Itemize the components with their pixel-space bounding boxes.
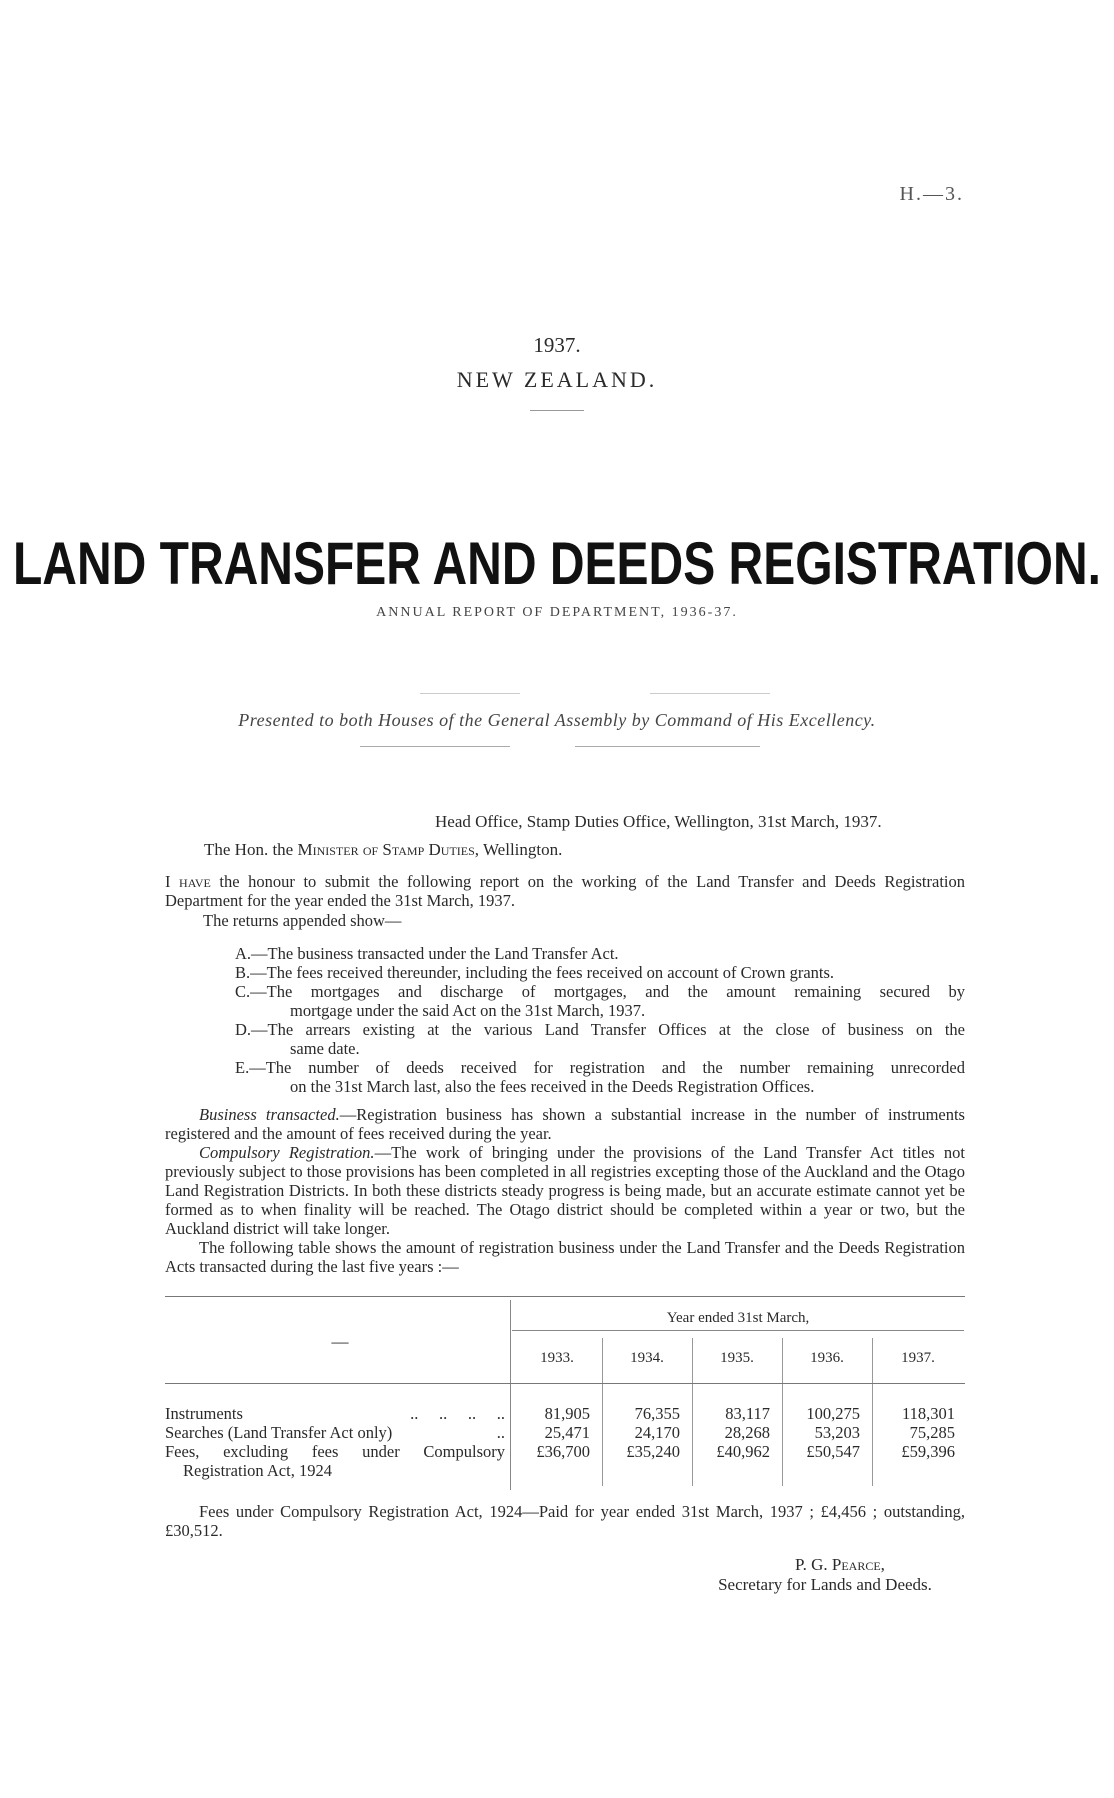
year-header: 1935.: [720, 1350, 754, 1366]
divider: [420, 693, 520, 694]
cell-value: 81,905: [544, 1404, 590, 1423]
compulsory-text: —The work of bringing under the provisions of the Land Transfer Act titles not previously subject to those provisions has been completed in all registries excepting those of the Auckland and the Otago Land Registration Districts. In both these districts steady progress is being made, but an accurate estimate cannot yet be formed as to when finality will be reached. The Otago district should be completed within a year or two, but the Auckland district will take longer.: [165, 1143, 965, 1238]
addressee-suffix: , Wellington.: [474, 840, 563, 859]
signatory-title: Secretary for Lands and Deeds.: [718, 1575, 932, 1594]
table-stub-dash: —: [331, 1332, 349, 1351]
compulsory-heading: Compulsory Registration.: [199, 1143, 375, 1162]
cell-value: £50,547: [806, 1442, 860, 1461]
year-header: 1934.: [630, 1350, 664, 1366]
document-serial: H.—3.: [899, 183, 964, 205]
list-item: [235, 1001, 965, 1020]
report-subtitle: ANNUAL REPORT OF DEPARTMENT, 1936-37.: [376, 605, 738, 620]
year-header: 1936.: [810, 1350, 844, 1366]
letter-opening: [165, 872, 965, 910]
addressee-prefix: The Hon. the: [204, 840, 298, 859]
cell-value: 83,117: [725, 1404, 770, 1423]
divider: [650, 693, 770, 694]
cell-value: £35,240: [626, 1442, 680, 1461]
opening-caps: I have: [165, 872, 211, 891]
cell-value: 75,285: [909, 1423, 955, 1442]
list-item-text: D.—The arrears existing at the various Land Transfer Offices at the close of business on the: [235, 1020, 965, 1039]
cell-value: 28,268: [724, 1423, 770, 1442]
cell-value: £59,396: [901, 1442, 955, 1461]
divider: [360, 746, 510, 747]
year-header: 1937.: [901, 1350, 935, 1366]
table-header-rule: [165, 1383, 965, 1384]
row-leaders: .. .. .. ..: [410, 1404, 505, 1423]
row-label: Instruments: [165, 1404, 243, 1423]
report-year: 1937.: [533, 333, 581, 357]
signatory-name-text: P. G. Pearce,: [795, 1555, 885, 1574]
table-row: [165, 1404, 965, 1423]
table-row: [165, 1423, 965, 1442]
list-item-continuation: mortgage under the said Act on the 31st March, 1937.: [290, 1001, 646, 1020]
signatory-name: [680, 1555, 1000, 1575]
cell-value: 24,170: [634, 1423, 680, 1442]
business-heading: Business transacted.: [199, 1105, 340, 1124]
business-text: —Registration business has shown a substantial increase in the number of instruments registered and the amount of fees received during the year.: [165, 1105, 965, 1143]
list-item: [235, 982, 965, 1001]
presentation-note: Presented to both Houses of the General Assembly by Command of His Excellency.: [238, 710, 876, 730]
year-header: 1933.: [540, 1350, 574, 1366]
letter-dateline: Head Office, Stamp Duties Office, Wellington, 31st March, 1937.: [435, 812, 882, 831]
divider: [575, 746, 760, 747]
divider: [530, 410, 584, 411]
cell-value: 76,355: [634, 1404, 680, 1423]
returns-intro: The returns appended show—: [203, 911, 402, 930]
letter-addressee: [204, 840, 562, 860]
list-item-text: B.—The fees received thereunder, including the fees received on account of Crown grants.: [235, 963, 835, 982]
table-top-rule: [165, 1296, 965, 1297]
list-item: [235, 1020, 965, 1039]
table-group-rule: [512, 1330, 964, 1331]
page-title: LAND TRANSFER AND DEEDS REGISTRATION.: [12, 531, 1101, 598]
cell-value: 100,275: [806, 1404, 860, 1423]
row-label: Searches (Land Transfer Act only): [165, 1423, 393, 1442]
list-item-continuation: on the 31st March last, also the fees received in the Deeds Registration Offices.: [290, 1077, 815, 1096]
cell-value: £40,962: [716, 1442, 770, 1461]
row-label-continuation: Registration Act, 1924: [183, 1461, 332, 1480]
table-intro: The following table shows the amount of registration business under the Land Transfer and the Deeds Registration Acts transacted during the last five years :—: [165, 1238, 965, 1276]
table-row: [165, 1442, 965, 1480]
addressee-title: Minister of Stamp Duties: [297, 840, 475, 859]
list-item: [235, 963, 965, 982]
returns-list: [235, 944, 965, 1096]
table-group-header: Year ended 31st March,: [666, 1310, 810, 1326]
country-heading: NEW ZEALAND.: [456, 367, 658, 392]
list-item-continuation: same date.: [290, 1039, 360, 1058]
opening-text: the honour to submit the following report on the working of the Land Transfer and Deeds Registration Department for the year ended the 31st March, 1937.: [165, 872, 965, 910]
list-item: [235, 944, 965, 963]
list-item-text: E.—The number of deeds received for registration and the number remaining unrecorded: [235, 1058, 965, 1077]
row-label: Fees, excluding fees under Compulsory: [165, 1442, 505, 1461]
cell-value: £36,700: [536, 1442, 590, 1461]
cell-value: 118,301: [901, 1404, 955, 1423]
cell-value: 53,203: [814, 1423, 860, 1442]
list-item: [235, 1077, 965, 1096]
business-paragraph: [165, 1105, 965, 1143]
list-item-text: A.—The business transacted under the Land Transfer Act.: [235, 944, 619, 963]
list-item: [235, 1039, 965, 1058]
cell-value: 25,471: [544, 1423, 590, 1442]
row-leaders: ..: [496, 1423, 505, 1442]
list-item: [235, 1058, 965, 1077]
fees-note: Fees under Compulsory Registration Act, 1924—Paid for year ended 31st March, 1937 ; £4,456 ; outstanding, £30,512.: [165, 1502, 965, 1540]
list-item-text: C.—The mortgages and discharge of mortgages, and the amount remaining secured by: [235, 982, 965, 1001]
compulsory-paragraph: [165, 1143, 965, 1238]
